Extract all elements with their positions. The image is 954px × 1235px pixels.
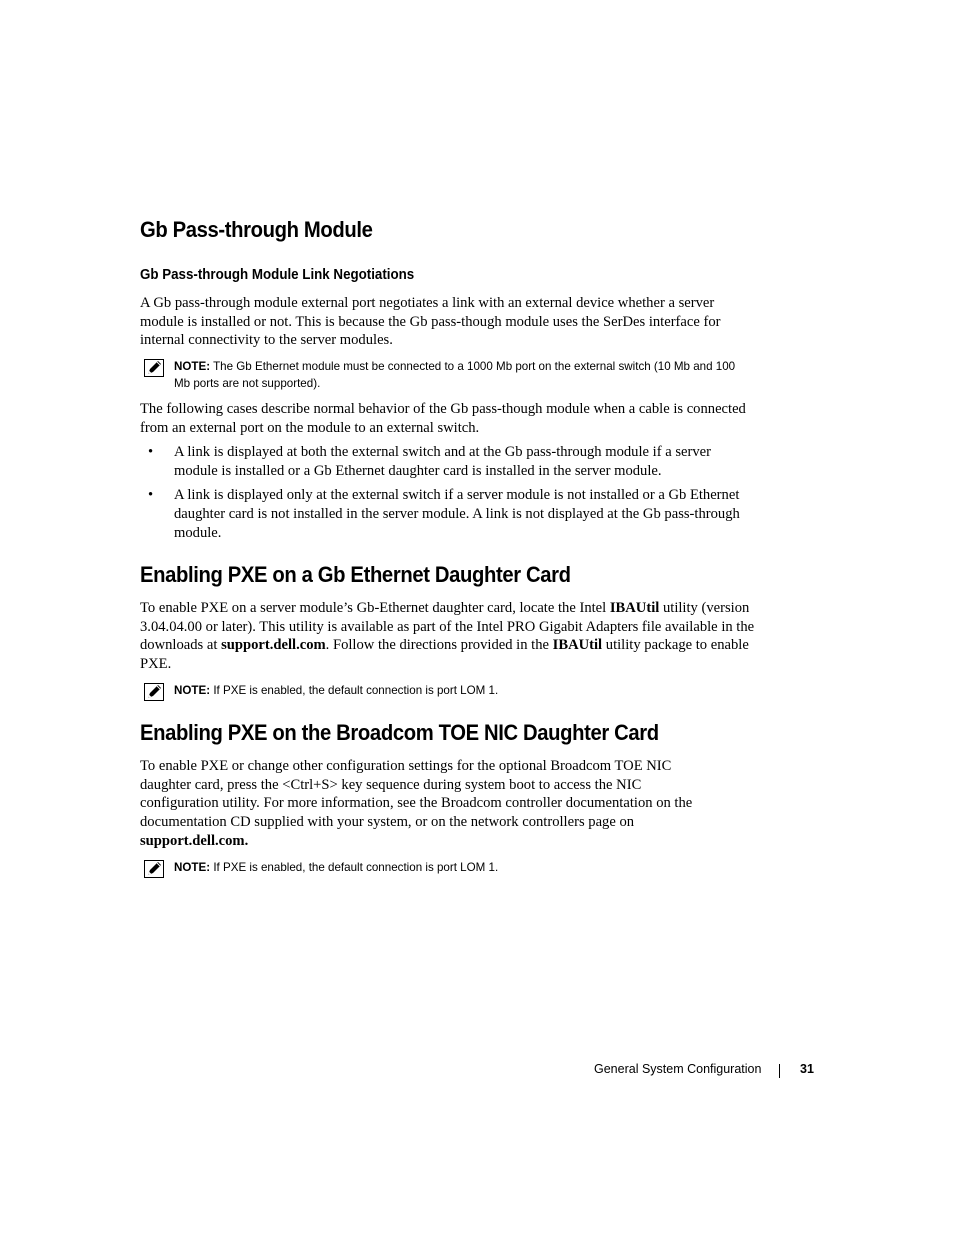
note-body: If PXE is enabled, the default connection is port LOM 1. xyxy=(213,861,499,874)
note-pxe-broadcom xyxy=(140,859,760,876)
section-title-pxe-gb: Enabling PXE on a Gb Ethernet Daughter Card xyxy=(140,562,571,587)
note-label: NOTE: xyxy=(174,861,211,874)
support-link[interactable]: support.dell.com xyxy=(221,637,326,654)
utility-name: IBAUtil xyxy=(552,637,603,654)
footer-chapter-title: General System Configuration xyxy=(594,1062,762,1076)
bullet-icon: • xyxy=(148,444,154,460)
note-gb-ethernet xyxy=(140,358,760,392)
paragraph-normal-behavior: The following cases describe normal behavior of the Gb pass-though module when a cable is connected from an external port on the module to an external switch. xyxy=(140,401,746,436)
paragraph-pxe-gb: To enable PXE on a server module’s Gb-Ethernet daughter card, locate the Intel IBAUtil utility (version 3.04.04.00 or later). This utility is available as part of the Intel PRO Gigabit Adapters file available in the downloads at support.dell.com. Follow the directions provided in the IBAUtil utility package to enable PXE. xyxy=(140,600,755,673)
list-item: • A link is displayed at both the external switch and at the Gb pass-through module if a server module is installed or a Gb Ethernet daughter card is installed in the server module. xyxy=(148,444,712,479)
list-item: • A link is displayed only at the external switch if a server module is not installed or a Gb Ethernet daughter card is not installed in the server module. A link is not displayed at the Gb pass-through module. xyxy=(148,487,740,541)
section-title-gb-module: Gb Pass-through Module xyxy=(140,217,373,242)
bullet-list-link-cases xyxy=(140,443,760,549)
note-pencil-icon xyxy=(144,860,164,878)
page-number: 31 xyxy=(800,1062,814,1076)
note-pencil-icon xyxy=(144,359,164,377)
bullet-icon: • xyxy=(148,487,154,504)
subsection-title-link-negotiations: Gb Pass-through Module Link Negotiations xyxy=(140,267,415,283)
paragraph-link-negotiation: A Gb pass-through module external port negotiates a link with an external device whether a server module is installed or not. This is because the Gb pass-though module uses the SerDes interface for internal connectivity to the server modules. xyxy=(140,295,721,349)
note-label: NOTE: xyxy=(174,360,211,373)
note-pencil-icon xyxy=(144,683,164,701)
utility-name: IBAUtil xyxy=(609,600,660,616)
footer-divider xyxy=(779,1064,780,1078)
paragraph-pxe-broadcom: To enable PXE or change other configuration settings for the optional Broadcom TOE NIC daughter card, press the <Ctrl+S> key sequence during system boot to access the NIC configuration utility. For more information, see the Broadcom controller documentation on the documentation CD supplied with your system, or on the network controllers page on support.dell.com. xyxy=(140,758,693,849)
note-body: The Gb Ethernet module must be connected to a 1000 Mb port on the external switch (10 Mb and 100 Mb ports are not supported). xyxy=(174,360,736,390)
note-body: If PXE is enabled, the default connection is port LOM 1. xyxy=(213,684,499,697)
note-label: NOTE: xyxy=(174,684,211,697)
note-pxe-gb xyxy=(140,682,760,699)
support-link[interactable]: support.dell.com xyxy=(140,832,245,849)
section-title-pxe-broadcom: Enabling PXE on the Broadcom TOE NIC Daughter Card xyxy=(140,720,659,745)
page-footer xyxy=(594,1062,824,1076)
